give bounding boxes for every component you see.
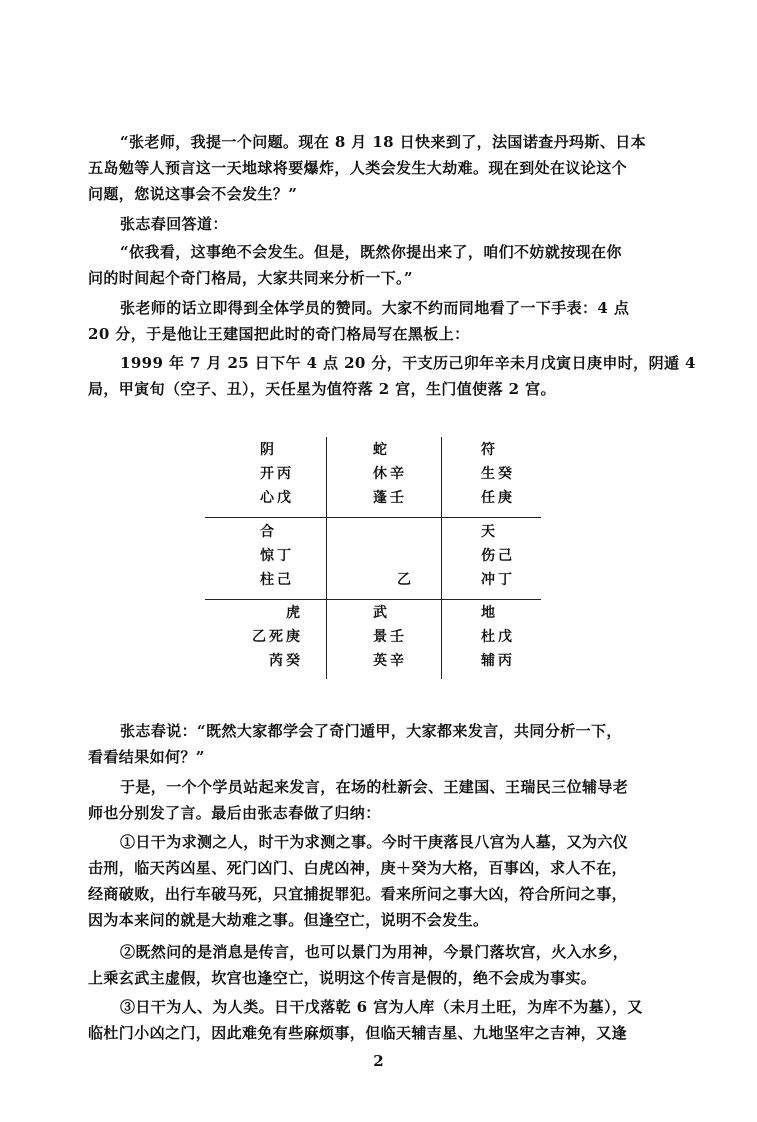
chart-cell-bottom-right <box>481 601 515 673</box>
chart-cell-top-right <box>481 438 515 510</box>
chart-god <box>397 520 414 544</box>
page-number: 2 <box>373 1052 384 1070</box>
text-line: 张志春说：“既然大家都学会了奇门遁甲，大家都来发言，共同分析一下， <box>120 722 622 740</box>
paragraph-zhang-says <box>88 718 678 770</box>
paragraph-agreement <box>88 295 678 347</box>
chart-god: 虎 <box>286 605 303 621</box>
chart-god: 蛇 <box>373 442 390 458</box>
chart-door: 生癸 <box>481 466 515 482</box>
chart-god: 符 <box>481 442 498 458</box>
qimen-chart <box>205 432 545 682</box>
chart-door: 休辛 <box>373 466 407 482</box>
paragraph-point-3 <box>88 994 678 1046</box>
chart-divider-vertical <box>326 437 327 679</box>
paragraph-point-1 <box>88 829 678 933</box>
chart-star: 辅丙 <box>481 653 515 669</box>
chart-star: 英辛 <box>373 653 407 669</box>
chart-god: 天 <box>481 524 498 540</box>
chart-star: 柱己 <box>260 572 294 588</box>
chart-cell-bottom-middle <box>373 601 407 673</box>
chart-cell-middle-right <box>481 520 515 592</box>
text-line: 临杜门小凶之门，因此难免有些麻烦事，但临天辅吉星、九地坚牢之吉神，又逢 <box>88 1024 628 1042</box>
chart-god: 地 <box>481 605 498 621</box>
paragraph-point-2 <box>88 939 678 991</box>
chart-star: 芮癸 <box>269 653 303 669</box>
text-line: 五岛勉等人预言这一天地球将要爆炸，人类会发生大劫难。现在到处在议论这个 <box>88 159 628 177</box>
text-line: 问的时间起个奇门格局，大家共同来分析一下。” <box>88 269 413 287</box>
text-line: 看看结果如何？” <box>88 748 205 766</box>
text-line: 问题，您说这事会不会发生？” <box>88 185 298 203</box>
chart-cell-top-middle <box>373 438 407 510</box>
text-line: 师也分别发了言。最后由张志春做了归纳： <box>88 804 381 822</box>
chart-door: 乙死庚 <box>252 629 303 645</box>
text-line: 张老师的话立即得到全体学员的赞同。大家不约而同地看了一下手表：4 点 <box>120 299 630 317</box>
text-line: 经商破败，出行车破马死，只宜捕捉罪犯。看来所问之事大凶，符合所问之事， <box>88 885 628 903</box>
text-line: 因为本来问的就是大劫难之事。但逢空亡，说明不会发生。 <box>88 911 489 929</box>
paragraph-date <box>88 350 696 402</box>
text-line: 张志春回答道： <box>120 215 228 233</box>
paragraph-answer <box>88 239 678 291</box>
chart-cell-center <box>397 520 414 592</box>
chart-star: 冲丁 <box>481 572 515 588</box>
chart-divider-horizontal <box>205 517 541 518</box>
chart-cell-bottom-left <box>235 601 303 673</box>
text-line: ①日干为求测之人，时干为求测之事。今时干庚落艮八宫为人墓，又为六仪 <box>120 833 629 851</box>
chart-cell-top-left <box>260 438 294 510</box>
chart-door <box>397 544 414 568</box>
chart-star: 任庚 <box>481 490 515 506</box>
text-line: 1999 年 7 月 25 日下午 4 点 20 分，干支历己卯年辛未月戊寅日庚申时，阴遁 4 <box>120 354 696 372</box>
paragraph-question <box>88 129 678 207</box>
paragraph-answer-intro <box>88 211 678 237</box>
chart-star: 心戊 <box>260 490 294 506</box>
text-line: ②既然问的是消息是传言，也可以景门为用神，今景门落坎宫，火入水乡， <box>120 943 629 961</box>
text-line: “张老师，我提一个问题。现在 8 月 18 日快来到了，法国诺查丹玛斯、日本 <box>120 133 647 151</box>
chart-door: 伤己 <box>481 548 515 564</box>
chart-center-stem: 乙 <box>397 572 414 588</box>
chart-divider-horizontal <box>205 599 541 600</box>
chart-star: 蓬壬 <box>373 490 407 506</box>
chart-god: 阴 <box>260 442 277 458</box>
text-line: 击刑，临天芮凶星、死门凶门、白虎凶神，庚＋癸为大格，百事凶，求人不在， <box>88 859 628 877</box>
text-line: ③日干为人、为人类。日干戊落乾 6 宫为人库（未月土旺，为库不为墓），又 <box>120 998 643 1016</box>
chart-door: 惊丁 <box>260 548 294 564</box>
chart-cell-middle-left <box>260 520 294 592</box>
chart-door: 杜戊 <box>481 629 515 645</box>
chart-divider-vertical <box>441 437 442 679</box>
chart-god: 武 <box>373 605 390 621</box>
chart-door: 开丙 <box>260 466 294 482</box>
text-line: 上乘玄武主虚假，坎宫也逢空亡，说明这个传言是假的，绝不会成为事实。 <box>88 969 597 987</box>
chart-door: 景壬 <box>373 629 407 645</box>
text-line: 20 分，于是他让王建国把此时的奇门格局写在黑板上： <box>88 325 470 343</box>
paragraph-discussion <box>88 774 678 826</box>
text-line: 于是，一个个学员站起来发言，在场的杜新会、王建国、王瑞民三位辅导老 <box>120 778 629 796</box>
text-line: 局，甲寅旬（空子、丑），天任星为值符落 2 宫，生门值使落 2 宫。 <box>88 380 556 398</box>
text-line: “依我看，这事绝不会发生。但是，既然你提出来了，咱们不妨就按现在你 <box>120 243 622 261</box>
chart-god: 合 <box>260 524 277 540</box>
